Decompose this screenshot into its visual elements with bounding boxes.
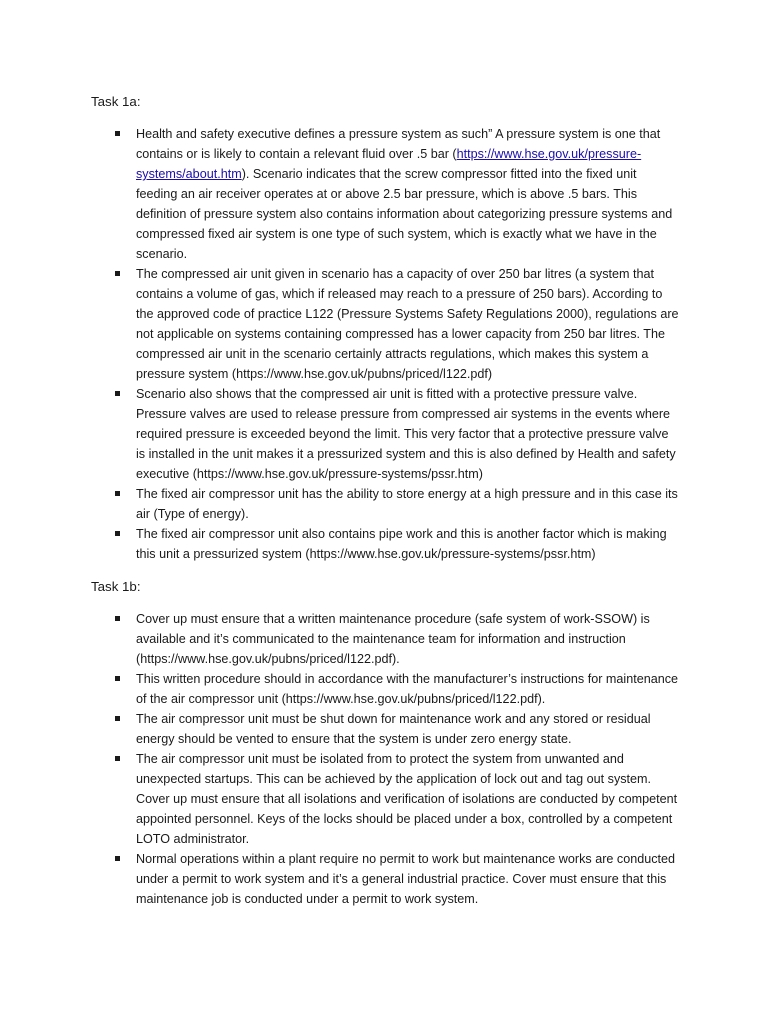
item-text: The fixed air compressor unit also contains pipe work and this is another factor which is making this unit a pressurized system (https://www.hse.gov.uk/pressure-systems/pssr.htm) (136, 527, 667, 561)
item-text: Cover up must ensure that a written maintenance procedure (safe system of work-SSOW) is available and it’s communicated to the maintenance team for information and instruction (https://www.hse.gov.uk/pubns/priced/l122.pdf). (136, 612, 650, 666)
item-text: Normal operations within a plant require no permit to work but maintenance works are conducted under a permit to work system and it’s a general industrial practice. Cover must ensure that this maintenance job is conducted under a permit to work system. (136, 852, 676, 906)
list-item (136, 264, 681, 384)
task-1b-list (0, 609, 768, 909)
list-item (136, 384, 681, 484)
bullet-square-icon (115, 616, 120, 621)
item-text: Scenario also shows that the compressed air unit is fitted with a protective pressure valve. Pressure valves are used to release pressure from compressed air systems in the events where required pressure is exceeded beyond the limit. This very factor that a protective pressure valve is installed in the unit makes it a pressurized system and this is also defined by Health and safety executive (https://www.hse.gov.uk/pressure-systems/pssr.htm) (136, 387, 676, 481)
bullet-square-icon (115, 391, 120, 396)
list-item (136, 849, 681, 909)
list-item (136, 124, 681, 264)
list-item (136, 484, 681, 524)
bullet-square-icon (115, 271, 120, 276)
item-text-after-link: ). Scenario indicates that the screw compressor fitted into the fixed unit feeding an air receiver operates at or above 2.5 bar pressure, which is above .5 bars. This definition of pressure system also contains information about categorizing pressure systems and compressed fixed air system is one type of such system, which is exactly what we have in the scenario. (136, 167, 673, 261)
item-text: The compressed air unit given in scenario has a capacity of over 250 bar litres (a system that contains a volume of gas, which if released may reach to a pressure of 250 bars). According to the approved code of practice L122 (Pressure Systems Safety Regulations 2000), regulations are not applicable on systems containing compressed has a lower capacity from 250 bar litres. The compressed air unit in the scenario certainly attracts regulations, which makes this system a pressure system (https://www.hse.gov.uk/pubns/priced/l122.pdf) (136, 267, 679, 381)
bullet-square-icon (115, 131, 120, 136)
list-item (136, 669, 681, 709)
task-1a-heading: Task 1a: (91, 94, 141, 109)
item-text: The fixed air compressor unit has the ability to store energy at a high pressure and in this case its air (Type of energy). (136, 487, 678, 521)
item-text: This written procedure should in accordance with the manufacturer’s instructions for maintenance of the air compressor unit (https://www.hse.gov.uk/pubns/priced/l122.pdf). (136, 672, 679, 706)
item-text-before-link: Health and safety executive defines a pressure system as such” A pressure system is one that contains or is likely to contain a relevant fluid over .5 bar ( (136, 127, 661, 161)
task-1a-list (0, 124, 768, 564)
bullet-square-icon (115, 856, 120, 861)
bullet-square-icon (115, 491, 120, 496)
list-item (136, 749, 681, 849)
hse-pressure-systems-link[interactable]: https://www.hse.gov.uk/pressure-systems/about.htm (136, 147, 642, 181)
task-1b-heading: Task 1b: (91, 579, 141, 594)
bullet-square-icon (115, 716, 120, 721)
list-item (136, 709, 681, 749)
bullet-square-icon (115, 756, 120, 761)
item-text: The air compressor unit must be isolated from to protect the system from unwanted and unexpected startups. This can be achieved by the application of lock out and tag out system. Cover up must ensure that all isolations and verification of isolations are conducted by competent appointed personnel. Keys of the locks should be placed under a box, controlled by a competent LOTO administrator. (136, 752, 678, 846)
list-item (136, 609, 681, 669)
list-item (136, 524, 681, 564)
bullet-square-icon (115, 531, 120, 536)
item-text: The air compressor unit must be shut down for maintenance work and any stored or residual energy should be vented to ensure that the system is under zero energy state. (136, 712, 651, 746)
bullet-square-icon (115, 676, 120, 681)
